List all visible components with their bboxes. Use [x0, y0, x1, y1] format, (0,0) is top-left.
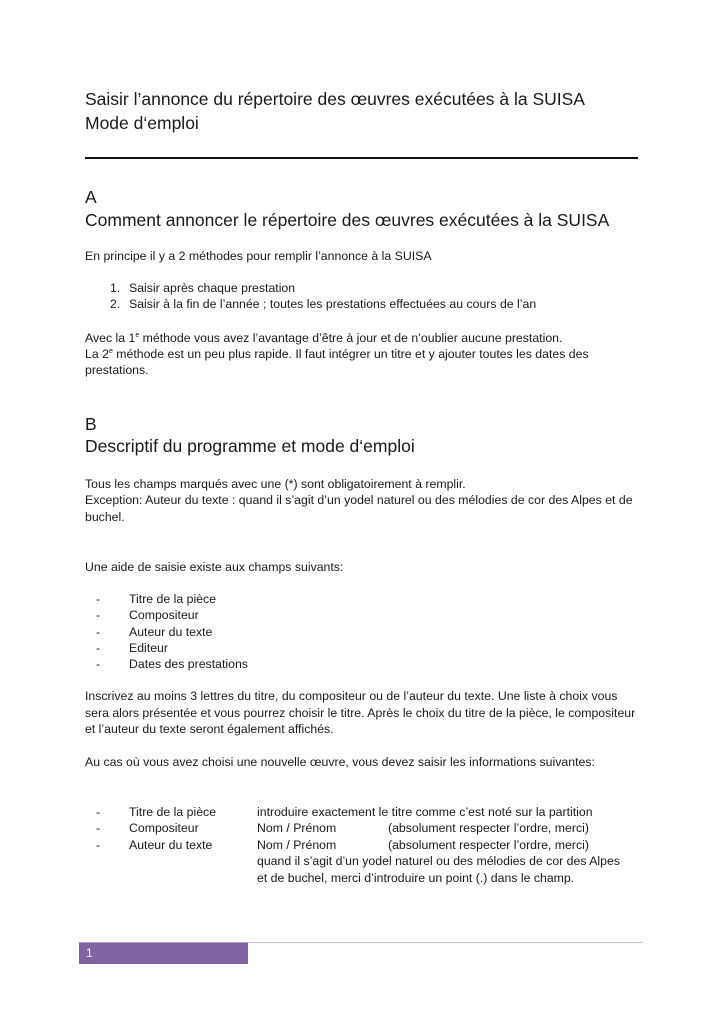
help-field-item: Titre de la pièce [129, 592, 217, 606]
document-subtitle: Mode d‘emploi [85, 113, 199, 133]
help-intro: Une aide de saisie existe aux champs suivants: [85, 560, 344, 574]
new-work-field-note: (absolument respecter l’ordre, merci) [388, 821, 589, 835]
superscript: e [135, 332, 140, 339]
list-text: Saisir à la fin de l’année ; toutes les prestations effectuées au cours de l’an [129, 297, 537, 311]
help-field-item: Compositeur [129, 608, 199, 622]
author-note: quand il s’agit d’un yodel naturel ou des mélodies de cor des Alpes [257, 854, 620, 868]
section-a-letter: A [85, 187, 97, 207]
exception-note-cont: buchel. [85, 510, 125, 524]
new-work-intro: Au cas où vous avez choisi une nouvelle œuvre, vous devez saisir les informations suivantes: [85, 755, 595, 769]
bullet-dash: - [96, 608, 101, 622]
list-number: 2. [110, 297, 121, 311]
document-title: Saisir l’annonce du répertoire des œuvres exécutées à la SUISA [85, 89, 585, 109]
bullet-dash: - [96, 625, 101, 639]
new-work-field-instruction: Nom / Prénom [257, 838, 337, 852]
method-list-item [110, 280, 295, 297]
method-2-paragraph [85, 346, 645, 363]
method-list-item [110, 296, 536, 313]
bullet-dash: - [96, 641, 101, 655]
list-number: 1. [110, 281, 121, 295]
bullet-dash: - [96, 838, 101, 852]
page-number-box [79, 942, 248, 964]
superscript: e [108, 348, 113, 355]
new-work-field-name: Compositeur [129, 821, 199, 835]
bullet-dash: - [96, 821, 101, 835]
section-a-intro: En principe il y a 2 méthodes pour remplir l’annonce à la SUISA [85, 249, 432, 263]
text: méthode vous avez l’avantage d’être à jour et de n’oublier aucune prestation. [139, 331, 563, 345]
page-number: 1 [86, 946, 93, 960]
required-fields-note: Tous les champs marqués avec une (*) sont obligatoirement à remplir. [85, 477, 466, 491]
new-work-field-name: Auteur du texte [129, 838, 213, 852]
bullet-dash: - [96, 805, 101, 819]
help-field-item: Dates des prestations [129, 657, 248, 671]
title-divider [85, 157, 638, 159]
inscribe-paragraph-line3: et l’auteur du texte seront également affichés. [85, 722, 334, 736]
method-2-paragraph-cont: prestations. [85, 363, 149, 377]
text: méthode est un peu plus rapide. Il faut intégrer un titre et y ajouter toutes les dates des [112, 347, 589, 361]
text: La 2 [85, 347, 109, 361]
exception-note: Exception: Auteur du texte : quand il s’agit d’un yodel naturel ou des mélodies de cor des Alpes et de [85, 493, 633, 507]
method-1-paragraph [85, 330, 645, 347]
section-a-heading: Comment annoncer le répertoire des œuvres exécutées à la SUISA [85, 210, 610, 230]
help-field-item: Auteur du texte [129, 625, 213, 639]
author-note-cont: et de buchel, merci d’introduire un point (.) dans le champ. [257, 871, 575, 885]
help-field-item: Editeur [129, 641, 168, 655]
footer-rule [248, 942, 643, 943]
list-text: Saisir après chaque prestation [129, 281, 296, 295]
new-work-field-note: (absolument respecter l’ordre, merci) [388, 838, 589, 852]
section-b-heading: Descriptif du programme et mode d‘emploi [85, 436, 415, 456]
inscribe-paragraph-line2: sera alors présentée et vous pourrez choisir le titre. Après le choix du titre de la pièce, le compositeur [85, 706, 636, 720]
text: Avec la 1 [85, 331, 136, 345]
section-b-letter: B [85, 414, 97, 434]
bullet-dash: - [96, 657, 101, 671]
new-work-field-instruction: Nom / Prénom [257, 821, 337, 835]
inscribe-paragraph: Inscrivez au moins 3 lettres du titre, du compositeur ou de l’auteur du texte. Une liste à choix vous [85, 689, 618, 703]
new-work-field-instruction: introduire exactement le titre comme c’est noté sur la partition [257, 805, 593, 819]
new-work-field-name: Titre de la pièce [129, 805, 217, 819]
bullet-dash: - [96, 592, 101, 606]
